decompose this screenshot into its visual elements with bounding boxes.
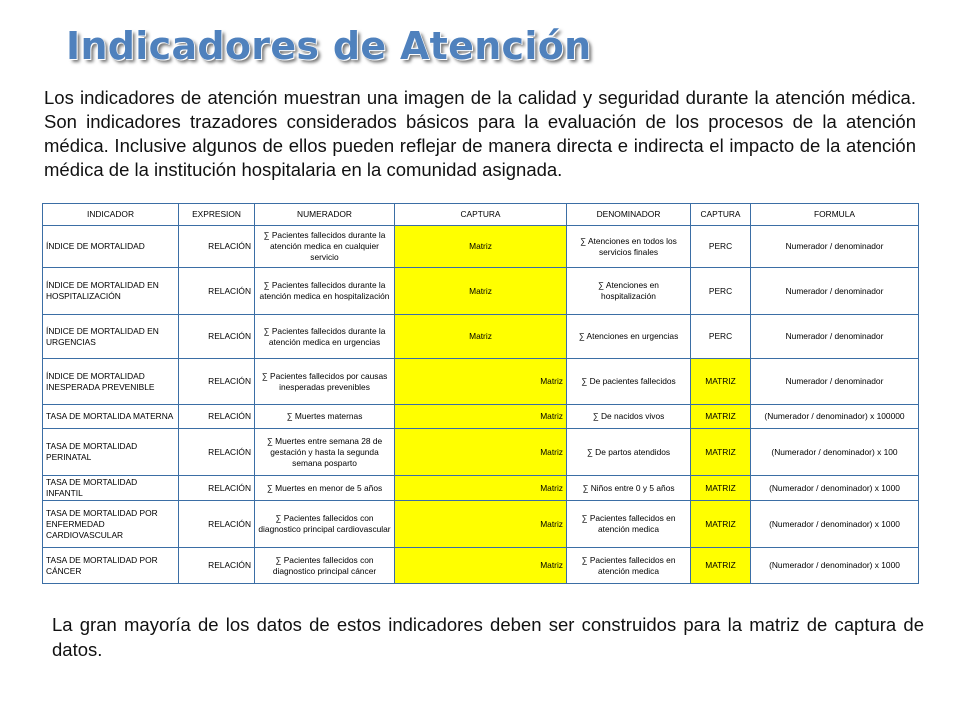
cell-captura-denominador: MATRIZ (691, 405, 751, 429)
cell-numerador: ∑ Muertes entre semana 28 de gestación y hasta la segunda semana posparto (255, 429, 395, 476)
cell-captura-denominador: MATRIZ (691, 476, 751, 501)
cell-formula: Numerador / denominador (751, 315, 919, 359)
cell-indicador: ÍNDICE DE MORTALIDAD INESPERADA PREVENIBLE (43, 359, 179, 405)
table-row (43, 501, 919, 548)
cell-denominador: ∑ Pacientes fallecidos en atención medica (567, 501, 691, 548)
table-row (43, 548, 919, 584)
cell-captura-denominador: MATRIZ (691, 359, 751, 405)
cell-captura-numerador: Matriz (395, 315, 567, 359)
intro-paragraph: Los indicadores de atención muestran una imagen de la calidad y seguridad durante la atención médica. Son indicadores trazadores considerados básicos para la evaluación de los procesos de la atención médica. Inclusive algunos de ellos pueden reflejar de manera directa e indirecta el impacto de la atención médica de la institución hospitalaria en la comunidad asignada. (44, 87, 916, 180)
cell-denominador: ∑ Pacientes fallecidos en atención medica (567, 548, 691, 584)
indicators-table (42, 203, 919, 584)
cell-numerador: ∑ Pacientes fallecidos por causas inesperadas prevenibles (255, 359, 395, 405)
cell-denominador: ∑ Niños entre 0 y 5 años (567, 476, 691, 501)
cell-denominador: ∑ De partos atendidos (567, 429, 691, 476)
table-row (43, 226, 919, 268)
cell-numerador: ∑ Pacientes fallecidos durante la atención medica en cualquier servicio (255, 226, 395, 268)
table-row (43, 429, 919, 476)
cell-expresion: RELACIÓN (179, 268, 255, 315)
cell-indicador: ÍNDICE DE MORTALIDAD EN HOSPITALIZACIÓN (43, 268, 179, 315)
table-row (43, 405, 919, 429)
table-row (43, 268, 919, 315)
cell-numerador: ∑ Pacientes fallecidos durante la atención medica en urgencias (255, 315, 395, 359)
table-row (43, 315, 919, 359)
cell-denominador: ∑ De nacidos vivos (567, 405, 691, 429)
cell-captura-denominador: PERC (691, 226, 751, 268)
header-expresion: EXPRESION (179, 204, 255, 226)
cell-captura-denominador: PERC (691, 268, 751, 315)
cell-formula: (Numerador / denominador) x 100 (751, 429, 919, 476)
cell-indicador: TASA DE MORTALIDAD INFANTIL (43, 476, 179, 501)
cell-expresion: RELACIÓN (179, 359, 255, 405)
cell-numerador: ∑ Pacientes fallecidos con diagnostico principal cardiovascular (255, 501, 395, 548)
cell-captura-numerador: Matriz (395, 476, 567, 501)
table-header-row (43, 204, 919, 226)
cell-indicador: TASA DE MORTALIDAD PERINATAL (43, 429, 179, 476)
cell-captura-numerador: Matriz (395, 359, 567, 405)
header-captura-denominador: CAPTURA (691, 204, 751, 226)
cell-expresion: RELACIÓN (179, 226, 255, 268)
header-denominador: DENOMINADOR (567, 204, 691, 226)
cell-indicador: TASA DE MORTALIDAD POR ENFERMEDAD CARDIOVASCULAR (43, 501, 179, 548)
cell-formula: (Numerador / denominador) x 1000 (751, 476, 919, 501)
cell-formula: Numerador / denominador (751, 268, 919, 315)
page-title: Indicadores de Atención (66, 24, 592, 68)
cell-numerador: ∑ Pacientes fallecidos durante la atención medica en hospitalización (255, 268, 395, 315)
header-numerador: NUMERADOR (255, 204, 395, 226)
header-captura-numerador: CAPTURA (395, 204, 567, 226)
cell-expresion: RELACIÓN (179, 315, 255, 359)
cell-numerador: ∑ Muertes en menor de 5 años (255, 476, 395, 501)
cell-formula: (Numerador / denominador) x 1000 (751, 548, 919, 584)
cell-numerador: ∑ Muertes maternas (255, 405, 395, 429)
cell-denominador: ∑ Atenciones en hospitalización (567, 268, 691, 315)
cell-denominador: ∑ De pacientes fallecidos (567, 359, 691, 405)
cell-captura-numerador: Matriz (395, 548, 567, 584)
footer-paragraph: La gran mayoría de los datos de estos indicadores deben ser construidos para la matriz de captura de datos. (52, 614, 924, 660)
header-formula: FORMULA (751, 204, 919, 226)
cell-expresion: RELACIÓN (179, 501, 255, 548)
cell-numerador: ∑ Pacientes fallecidos con diagnostico principal cáncer (255, 548, 395, 584)
indicators-table-container (42, 203, 918, 584)
cell-indicador: ÍNDICE DE MORTALIDAD (43, 226, 179, 268)
cell-captura-numerador: Matriz (395, 405, 567, 429)
cell-denominador: ∑ Atenciones en urgencias (567, 315, 691, 359)
cell-captura-denominador: PERC (691, 315, 751, 359)
cell-captura-denominador: MATRIZ (691, 429, 751, 476)
cell-formula: Numerador / denominador (751, 359, 919, 405)
cell-expresion: RELACIÓN (179, 548, 255, 584)
cell-denominador: ∑ Atenciones en todos los servicios finales (567, 226, 691, 268)
header-indicador: INDICADOR (43, 204, 179, 226)
cell-expresion: RELACIÓN (179, 405, 255, 429)
cell-formula: Numerador / denominador (751, 226, 919, 268)
cell-expresion: RELACIÓN (179, 429, 255, 476)
table-row (43, 359, 919, 405)
cell-formula: (Numerador / denominador) x 100000 (751, 405, 919, 429)
cell-indicador: TASA DE MORTALIDAD POR CÁNCER (43, 548, 179, 584)
cell-captura-denominador: MATRIZ (691, 501, 751, 548)
cell-captura-numerador: Matriz (395, 268, 567, 315)
cell-captura-denominador: MATRIZ (691, 548, 751, 584)
cell-captura-numerador: Matriz (395, 429, 567, 476)
cell-expresion: RELACIÓN (179, 476, 255, 501)
cell-formula: (Numerador / denominador) x 1000 (751, 501, 919, 548)
table-row (43, 476, 919, 501)
cell-indicador: TASA DE MORTALIDA MATERNA (43, 405, 179, 429)
cell-indicador: ÍNDICE DE MORTALIDAD EN URGENCIAS (43, 315, 179, 359)
cell-captura-numerador: Matriz (395, 226, 567, 268)
cell-captura-numerador: Matriz (395, 501, 567, 548)
